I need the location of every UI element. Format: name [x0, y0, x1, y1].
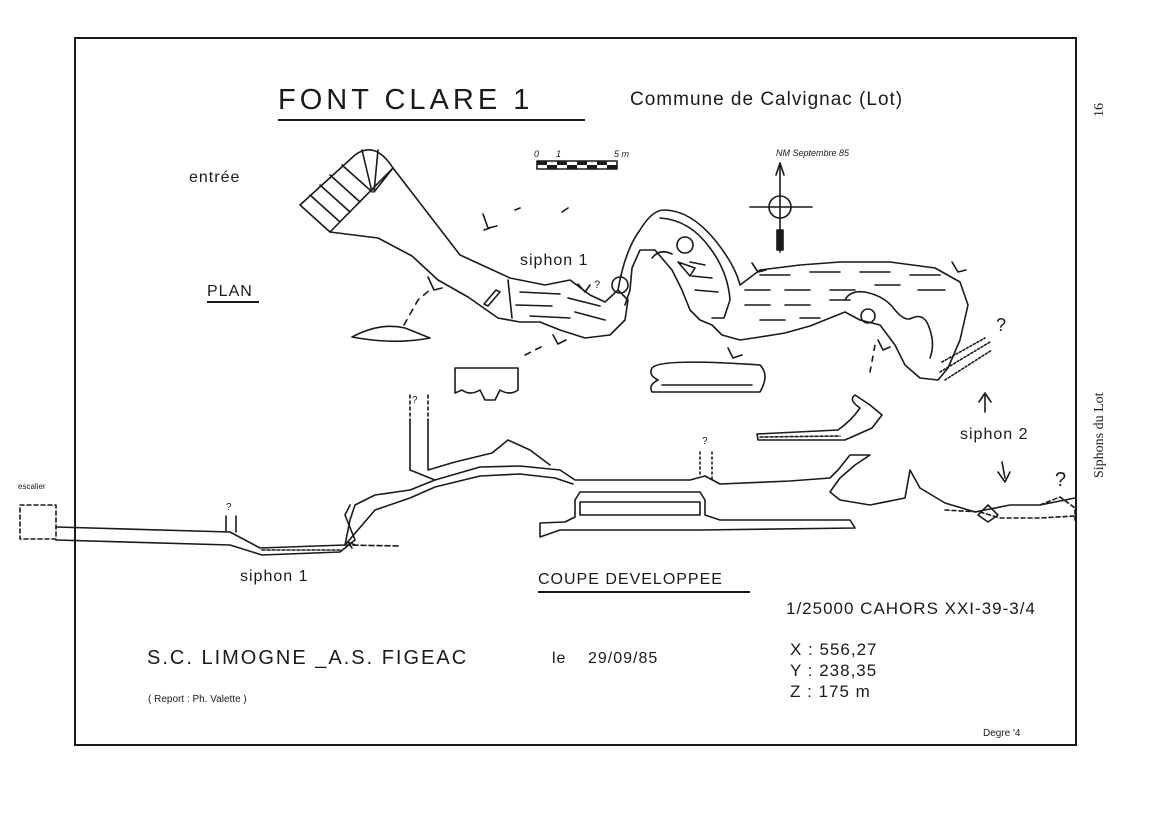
plan-underline [207, 301, 259, 303]
coupe-section [20, 395, 1075, 555]
degre-mark: Degre '4 [983, 728, 1021, 739]
report-credit: ( Report : Ph. Valette ) [148, 694, 247, 705]
siphon2-label: siphon 2 [960, 426, 1029, 443]
scale-one: 1 [556, 149, 562, 159]
survey-date: 29/09/85 [588, 650, 659, 667]
entrance-bottle [484, 290, 500, 306]
coord-y: Y : 238,35 [790, 661, 878, 680]
entrance-label: entrée [189, 169, 241, 186]
unknown-marker-end: ? [1055, 469, 1067, 491]
side-caption: Siphons du Lot [1092, 392, 1107, 478]
coupe-label: COUPE DEVELOPPEE [538, 571, 723, 588]
map-reference: 1/25000 CAHORS XXI-39-3/4 [786, 599, 1036, 618]
unknown-marker-chimney2: ? [702, 436, 708, 447]
coupe-underline [538, 591, 750, 593]
page-number: 16 [1092, 103, 1107, 117]
escalier-label: escalier [18, 482, 46, 491]
scale-bar [537, 161, 617, 169]
club-credit: S.C. LIMOGNE _A.S. FIGEAC [147, 647, 469, 669]
unknown-marker-chimney: ? [412, 395, 418, 406]
coord-z: Z : 175 m [790, 682, 871, 701]
title-underline [278, 119, 585, 121]
commune-text: Commune de Calvignac (Lot) [630, 89, 904, 110]
north-arrow [750, 163, 812, 252]
scale-five: 5 m [614, 149, 630, 159]
unknown-marker-coupe: ? [226, 502, 232, 513]
plan-features [352, 326, 882, 440]
map-title: FONT CLARE 1 [278, 84, 534, 116]
siphon1-plan-label: siphon 1 [520, 252, 589, 269]
entrance-stairs [300, 150, 393, 232]
coord-x: X : 556,27 [790, 640, 878, 659]
plan-label: PLAN [207, 283, 253, 300]
unknown-marker-siphon2: ? [996, 315, 1007, 335]
unknown-marker-plan: ? [594, 279, 601, 291]
plan-gallery [330, 168, 992, 380]
date-prefix: le [552, 650, 567, 667]
north-label: NM Septembre 85 [776, 148, 850, 158]
scale-zero: 0 [534, 149, 540, 159]
siphon1-coupe-label: siphon 1 [240, 568, 309, 585]
